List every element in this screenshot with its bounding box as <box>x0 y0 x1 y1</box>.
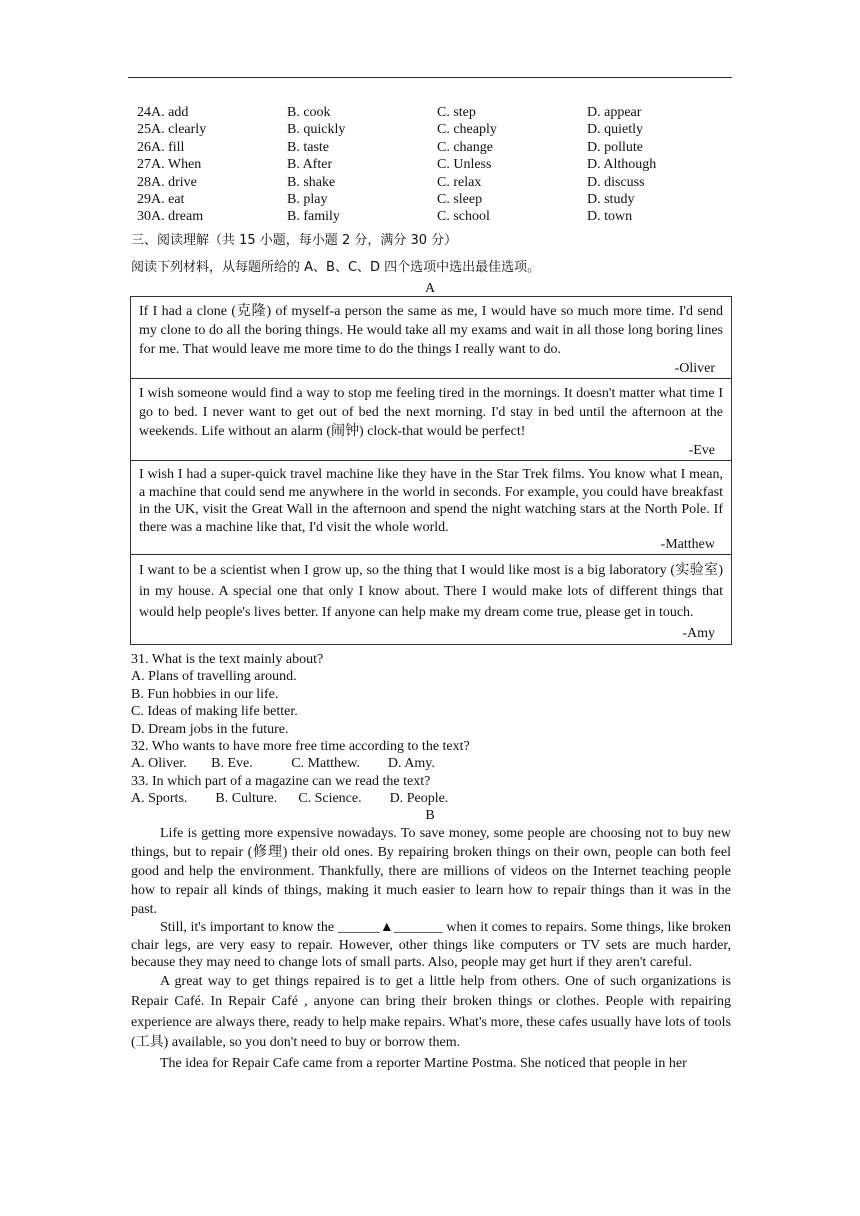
option-c: C. sleep <box>437 191 483 207</box>
wish-cell <box>131 555 731 644</box>
questions-block <box>131 651 731 808</box>
option-d: D. appear <box>587 105 642 120</box>
option-d: D. discuss <box>587 174 645 190</box>
paragraph: Life is getting more expensive nowadays. To save money, some people are choosing not to buy new things, but to repair (修理) their old ones. By repairing broken things on their own, people can both feel good and help the environment. Thankfully, there are millions of videos on the Internet teaching people how to repair all kinds of things, making it much easier to learn how to repair things than it was in the past. <box>131 826 731 917</box>
question-option: A. Oliver. B. Eve. C. Matthew. D. Amy. <box>131 756 435 772</box>
wish-text: I wish someone would find a way to stop me feeling tired in the mornings. It doesn't matter what time I go to bed. I never want to get out of bed the next morning. I'd stay in bed until the afternoon at the weekends. Life without an alarm (闹钟) clock-that would be perfect! <box>139 386 723 439</box>
paragraph: Still, it's important to know the ______▲_______ when it comes to repairs. Some things, like broken chair legs, are very easy to repair. However, other things like computers or TV sets are much harder, because they may need to change lots of small parts. Also, people may get hurt if they aren't careful. <box>131 920 731 970</box>
section-instruction: 阅读下列材料，从每题所给的 A、B、C、D 四个选项中选出最佳选项。 <box>131 260 541 275</box>
option-b: B. play <box>287 191 328 207</box>
option-row <box>137 121 737 138</box>
option-a: 30A. dream <box>137 209 204 225</box>
wish-cell <box>131 461 731 555</box>
question: 32. Who wants to have more free time according to the text? <box>131 738 470 754</box>
option-a: 29A. eat <box>137 191 185 207</box>
option-b: B. family <box>287 209 340 225</box>
wishes-table <box>130 296 732 645</box>
option-c: C. school <box>437 209 490 225</box>
option-row <box>137 104 737 121</box>
option-c: C. cheaply <box>437 122 497 138</box>
option-row <box>137 191 737 208</box>
wish-cell <box>131 297 731 379</box>
question-option: A. Sports. B. Culture. C. Science. D. People. <box>131 791 449 807</box>
question: 31. What is the text mainly about? <box>131 652 324 667</box>
option-a: 26A. fill <box>137 139 185 155</box>
wish-text: If I had a clone (克隆) of myself-a person the same as me, I would have so much more time. I'd send my clone to do all the boring things. He would take all my exams and wait in all those long boring lines for me. That would leave me more time to do the things I really want to do. <box>139 304 723 357</box>
wish-text: I want to be a scientist when I grow up, so the thing that I would like most is a big laboratory (实验室) in my house. A special one that only I know about. There I would make lots of different things that would help people's lives better. If anyone can help make my dream come true, please get in touch. <box>139 562 723 620</box>
option-row <box>137 156 737 173</box>
passage-a-letter: A <box>424 281 436 296</box>
wish-author: -Matthew <box>660 537 715 552</box>
wish-author: -Oliver <box>674 361 715 376</box>
question-option: A. Plans of travelling around. <box>131 669 297 685</box>
question-option: B. Fun hobbies in our life. <box>131 686 279 702</box>
option-a: 24A. add <box>137 105 189 120</box>
option-b: B. cook <box>287 105 331 120</box>
option-d: D. town <box>587 209 633 225</box>
passage-b <box>131 824 731 1074</box>
paragraph: The idea for Repair Cafe came from a reporter Martine Postma. She noticed that people in her <box>160 1055 687 1071</box>
answer-options <box>137 104 737 226</box>
question: 33. In which part of a magazine can we read the text? <box>131 773 431 789</box>
passage-b-letter: B <box>425 808 435 823</box>
option-a: 25A. clearly <box>137 122 207 138</box>
option-a: 28A. drive <box>137 174 197 190</box>
wish-author: -Amy <box>682 625 715 641</box>
option-d: D. quietly <box>587 122 643 138</box>
question-option: C. Ideas of making life better. <box>131 704 298 720</box>
option-d: D. study <box>587 191 635 207</box>
option-a: 27A. When <box>137 157 202 173</box>
wish-text: I wish I had a super-quick travel machine like they have in the Star Trek films. You know what I mean, a machine that could send me anywhere in the world in seconds. For example, you could have breakfast in the UK, visit the Great Wall in the afternoon and spend the night watching stars at the North Pole. If there was a machine like that, I'd visit the whole world. <box>139 467 723 535</box>
option-row <box>137 208 737 225</box>
option-d: D. Although <box>587 157 657 173</box>
question-option: D. Dream jobs in the future. <box>131 721 289 737</box>
option-c: C. change <box>437 139 493 155</box>
option-row <box>137 174 737 191</box>
option-c: C. relax <box>437 174 482 190</box>
section-title: 三、阅读理解（共 15 小题，每小题 2 分，满分 30 分） <box>131 233 458 248</box>
header-rule <box>128 77 732 78</box>
option-c: C. Unless <box>437 157 492 173</box>
paragraph: A great way to get things repaired is to get a little help from others. One of such organizations is Repair Café. In Repair Café , anyone can bring their broken things or clothes. People with repairing experience are always there, ready to help make repairs. What's more, these cafes usually have lots of tools (工具) available, so you don't need to buy or borrow them. <box>131 973 731 1050</box>
wish-cell <box>131 379 731 461</box>
option-b: B. shake <box>287 174 336 190</box>
wish-author: -Eve <box>688 443 715 458</box>
option-d: D. pollute <box>587 139 643 155</box>
option-b: B. taste <box>287 139 329 155</box>
option-b: B. quickly <box>287 122 346 138</box>
option-c: C. step <box>437 105 476 120</box>
option-row <box>137 139 737 156</box>
option-b: B. After <box>287 157 333 173</box>
